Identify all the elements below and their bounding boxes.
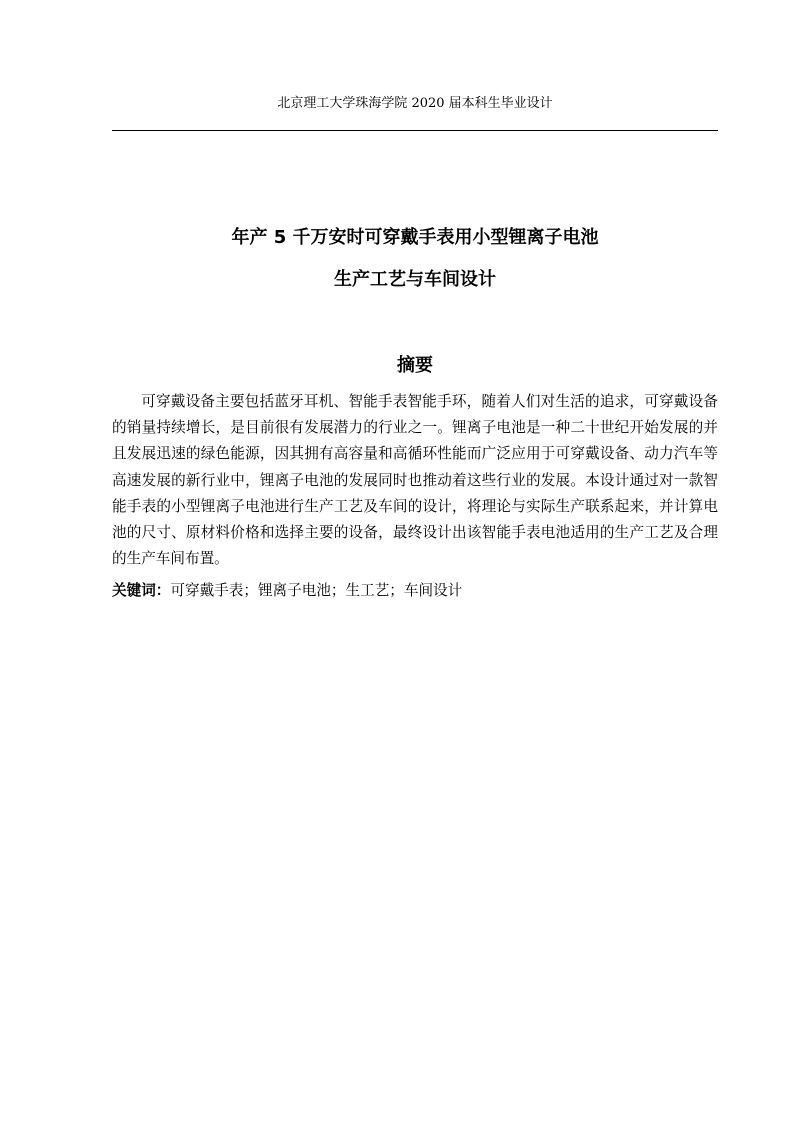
keywords-line <box>112 578 718 604</box>
abstract-body: 可穿戴设备主要包括蓝牙耳机、智能手表智能手环，随着人们对生活的追求，可穿戴设备的销量持续增长，是目前很有发展潜力的行业之一。锂离子电池是一种二十世纪开始发展的并且发展迅速的绿色能源，因其拥有高容量和高循环性能而广泛应用于可穿戴设备、动力汽车等高速发展的新行业中，锂离子电池的发展同时也推动着这些行业的发展。本设计通过对一款智能手表的小型锂离子电池进行生产工艺及车间的设计，将理论与实际生产联系起来，并计算电池的尺寸、原材料价格和选择主要的设备，最终设计出该智能手表电池适用的生产工艺及合理的生产车间布置。 <box>112 393 718 568</box>
thesis-title-line-1: 年产 5 千万安时可穿戴手表用小型锂离子电池 <box>231 227 599 248</box>
keywords-value: 可穿戴手表；锂离子电池；生工艺；车间设计 <box>170 582 463 599</box>
keywords-label: 关键词： <box>112 582 171 599</box>
running-header: 北京理工大学珠海学院 2020 届本科生毕业设计 <box>277 96 553 111</box>
abstract-heading: 摘要 <box>397 355 433 376</box>
header-divider <box>112 130 718 131</box>
thesis-title-line-2: 生产工艺与车间设计 <box>334 269 496 290</box>
